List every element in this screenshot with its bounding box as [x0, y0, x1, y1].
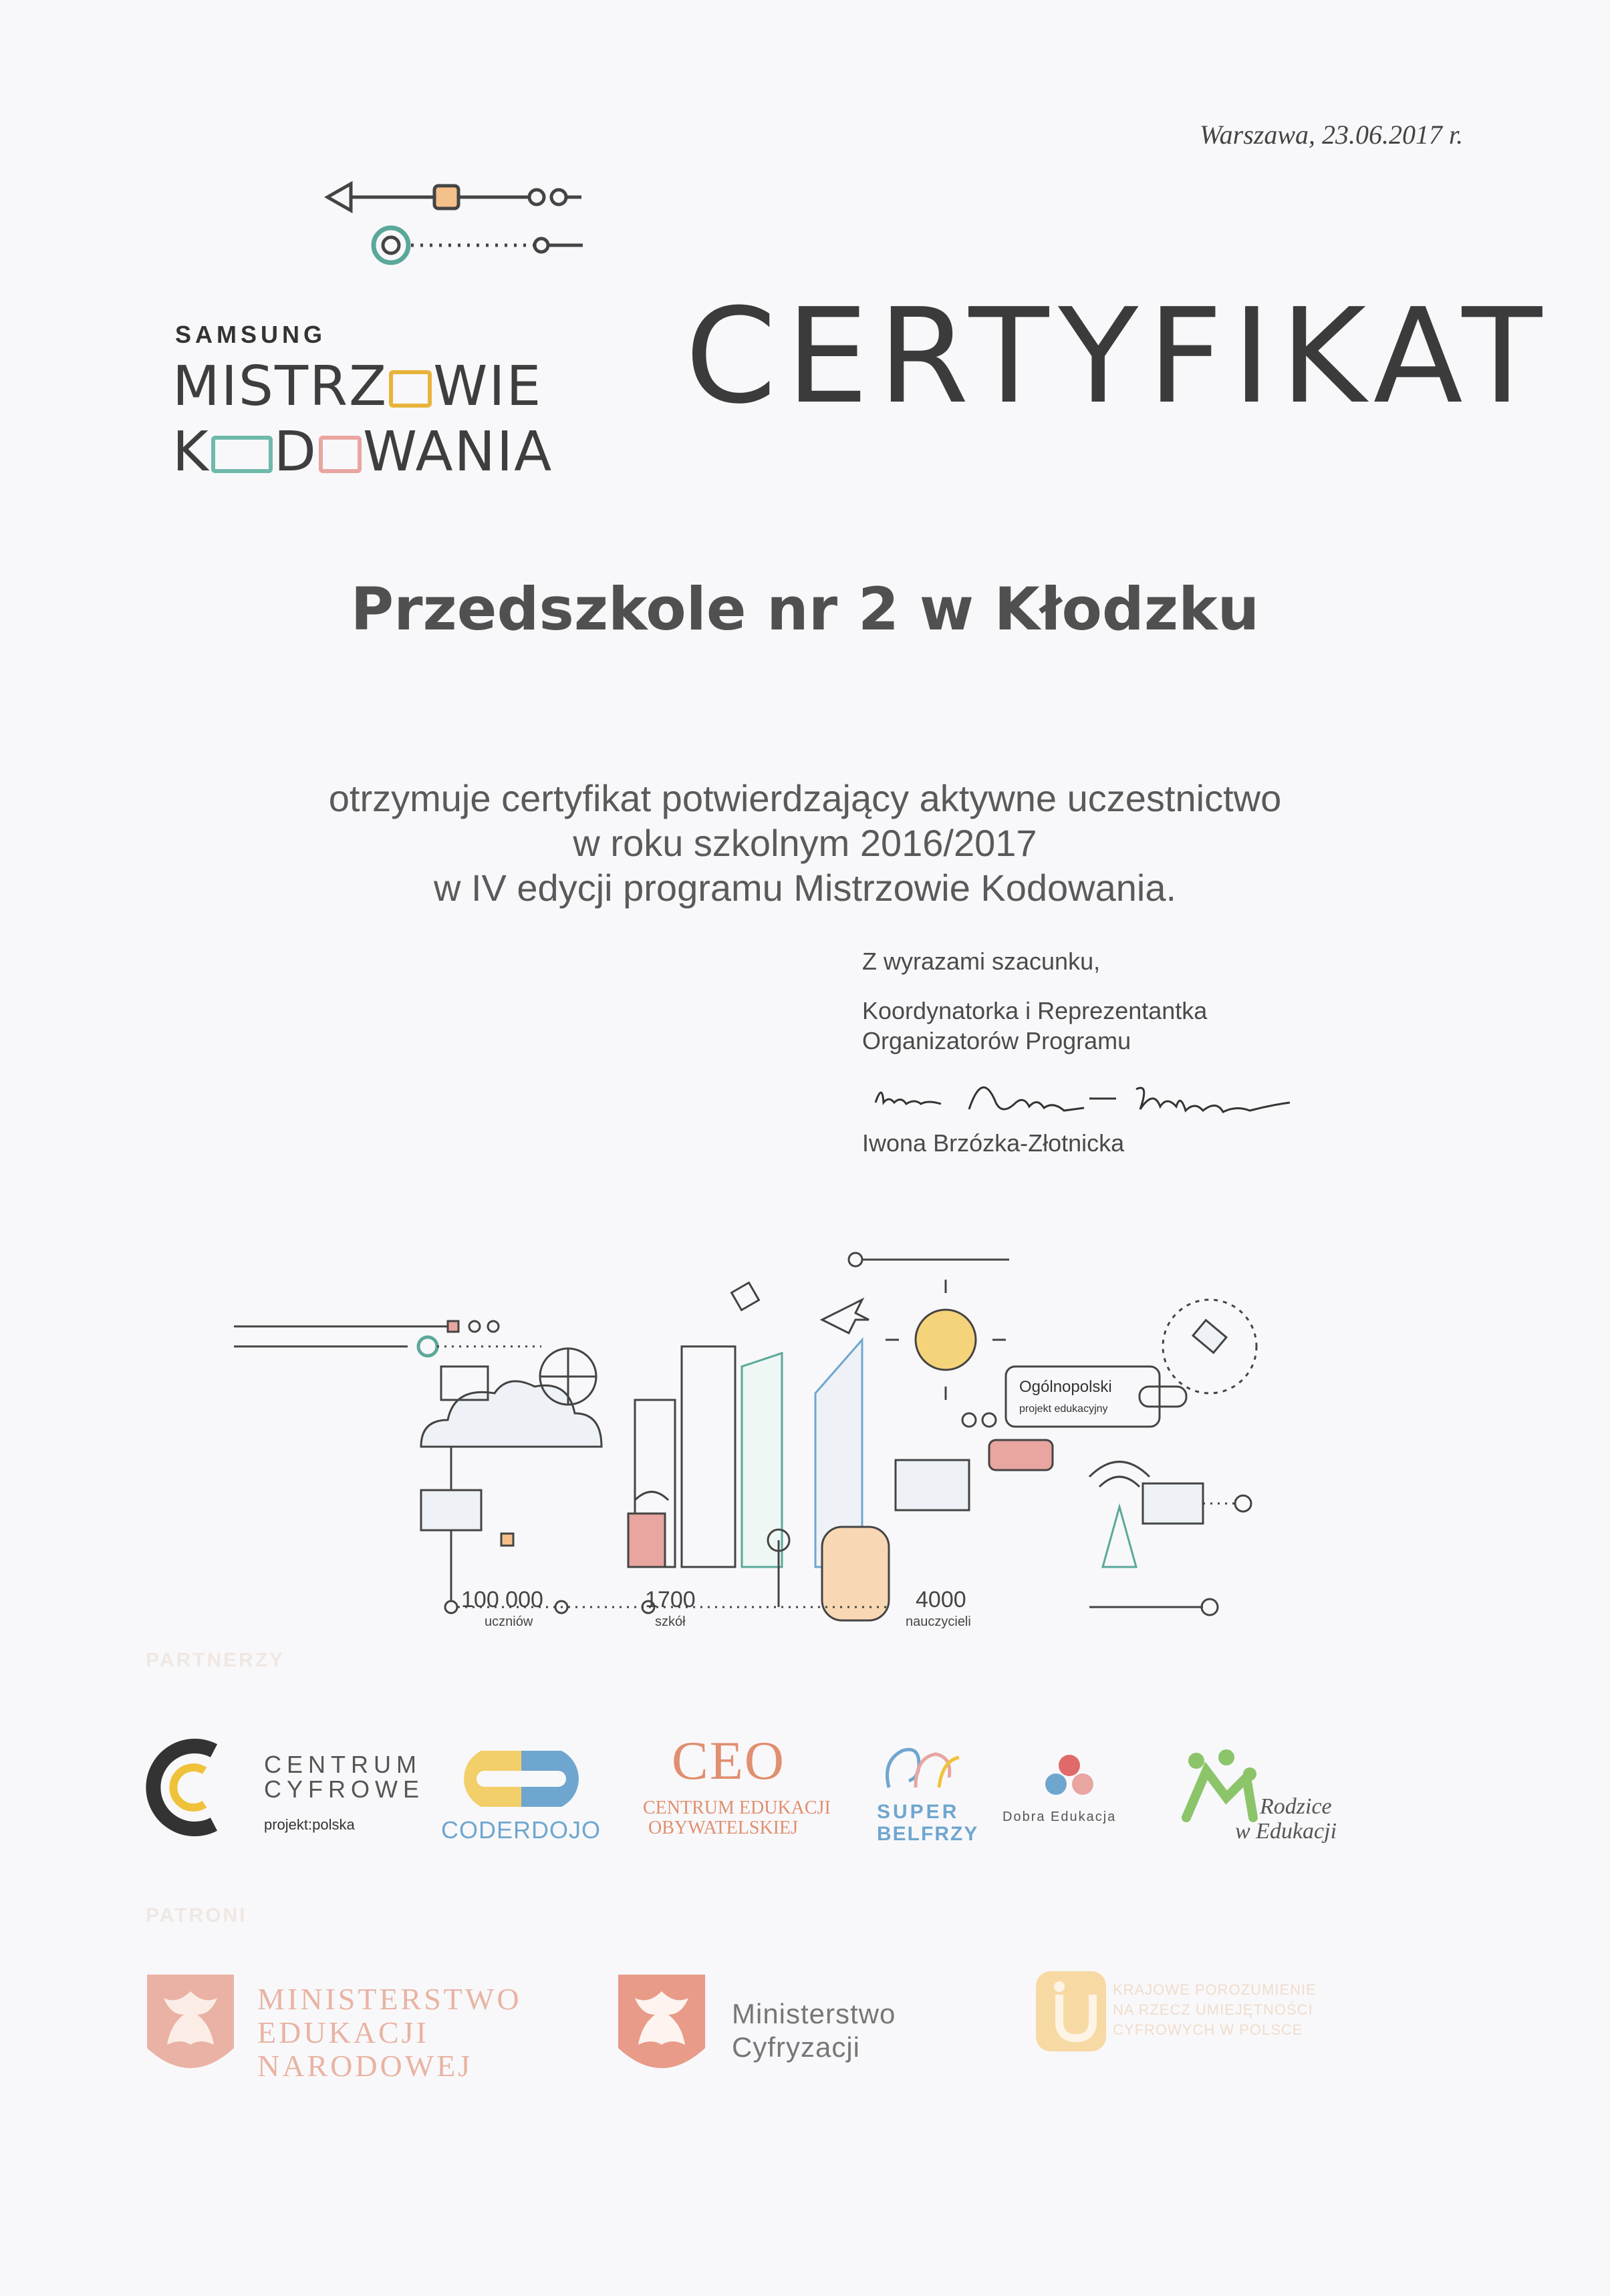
logo-square-icon: [319, 436, 362, 473]
stat-label: uczniów: [485, 1614, 533, 1629]
partners-heading: PARTNERZY: [146, 1649, 285, 1671]
logo-text: WIE: [433, 355, 543, 418]
rodzice-logo-icon: [1173, 1744, 1266, 1831]
mc-line2: Cyfryzacji: [732, 2031, 861, 2063]
union-line1: KRAJOWE POROZUMIENIE: [1113, 1981, 1317, 1998]
certificate-title: CERTYFIKAT: [685, 281, 1552, 433]
super-belfrzy-line2: BELFRZY: [877, 1823, 979, 1845]
stat-label: szkół: [655, 1614, 686, 1629]
stat-value: 4000: [916, 1587, 966, 1612]
rodzice-line2: w Edukacji: [1235, 1819, 1337, 1844]
body-line: w roku szkolnym 2016/2017: [573, 822, 1037, 864]
signature-role: Koordynatorka i Reprezentantka: [862, 997, 1208, 1024]
logo-line-kodowania: [172, 420, 553, 484]
body-line: otrzymuje certyfikat potwierdzający aktywne uczestnictwo: [328, 777, 1282, 819]
super-belfrzy-line1: SUPER: [877, 1801, 960, 1823]
men-line2: EDUKACJI: [257, 2015, 429, 2049]
men-line3: NARODOWEJ: [257, 2049, 473, 2083]
body-line: w IV edycji programu Mistrzowie Kodowania.: [433, 867, 1177, 909]
stat-value: 1700: [645, 1587, 696, 1612]
logo-text: D: [273, 420, 317, 484]
city-infographic: [221, 1246, 1303, 1640]
union-line2: NA RZECZ UMIEJĘTNOŚCI: [1113, 2001, 1313, 2018]
handwritten-signature: [869, 1069, 1350, 1123]
patrons-heading: PATRONI: [146, 1904, 247, 1926]
recipient-name: Przedszkole nr 2 w Kłodzku: [350, 575, 1260, 643]
dobra-edukacja-label: Dobra Edukacja: [1002, 1810, 1117, 1824]
stat-value: 100 000: [461, 1587, 543, 1612]
men-line1: MINISTERSTWO: [257, 1982, 522, 2016]
centrum-cyfrowe-logo-icon: [140, 1737, 227, 1838]
logo-text: K: [172, 420, 210, 484]
date-line: Warszawa, 23.06.2017 r.: [1200, 120, 1464, 150]
centrum-cyfrowe-line1: CENTRUM: [264, 1751, 422, 1778]
centrum-cyfrowe-line2: CYFROWE: [264, 1775, 424, 1803]
union-logo-icon: [1033, 1968, 1109, 2055]
coderdojo-label: CODERDOJO: [441, 1816, 601, 1844]
logo-line-mistrzowie: [172, 355, 543, 418]
ceo-line2: OBYWATELSKIEJ: [648, 1818, 798, 1838]
polish-eagle-emblem-icon: [615, 1971, 708, 2078]
centrum-cyfrowe-project: projekt:polska: [264, 1816, 355, 1833]
coderdojo-logo-icon: [444, 1744, 598, 1818]
connector-logo-icon: [321, 170, 588, 271]
ceo-line1: CENTRUM EDUKACJI: [643, 1798, 831, 1818]
ceo-abbr: CEO: [672, 1730, 785, 1791]
signature-name: Iwona Brzózka-Złotnicka: [862, 1129, 1125, 1157]
super-belfrzy-logo-icon: [876, 1741, 969, 1798]
logo-text: MISTRZ: [172, 355, 388, 418]
logo-square-icon: [389, 370, 432, 408]
polish-eagle-emblem-icon: [144, 1971, 237, 2078]
dobra-edukacja-logo-icon: [1036, 1749, 1103, 1803]
samsung-brand: SAMSUNG: [175, 321, 327, 348]
signature-greeting: Z wyrazami szacunku,: [862, 948, 1101, 975]
rodzice-line1: Rodzice: [1260, 1794, 1332, 1819]
union-line3: CYFROWYCH W POLSCE: [1113, 2021, 1303, 2038]
logo-square-icon: [211, 436, 273, 473]
stat-label: nauczycieli: [906, 1614, 971, 1629]
mc-line1: Ministerstwo: [732, 1998, 896, 2029]
badge-line2: projekt edukacyjny: [1019, 1403, 1108, 1415]
badge-line1: Ogólnopolski: [1019, 1378, 1112, 1396]
signature-role: Organizatorów Programu: [862, 1027, 1131, 1054]
logo-text: WANIA: [362, 420, 553, 484]
